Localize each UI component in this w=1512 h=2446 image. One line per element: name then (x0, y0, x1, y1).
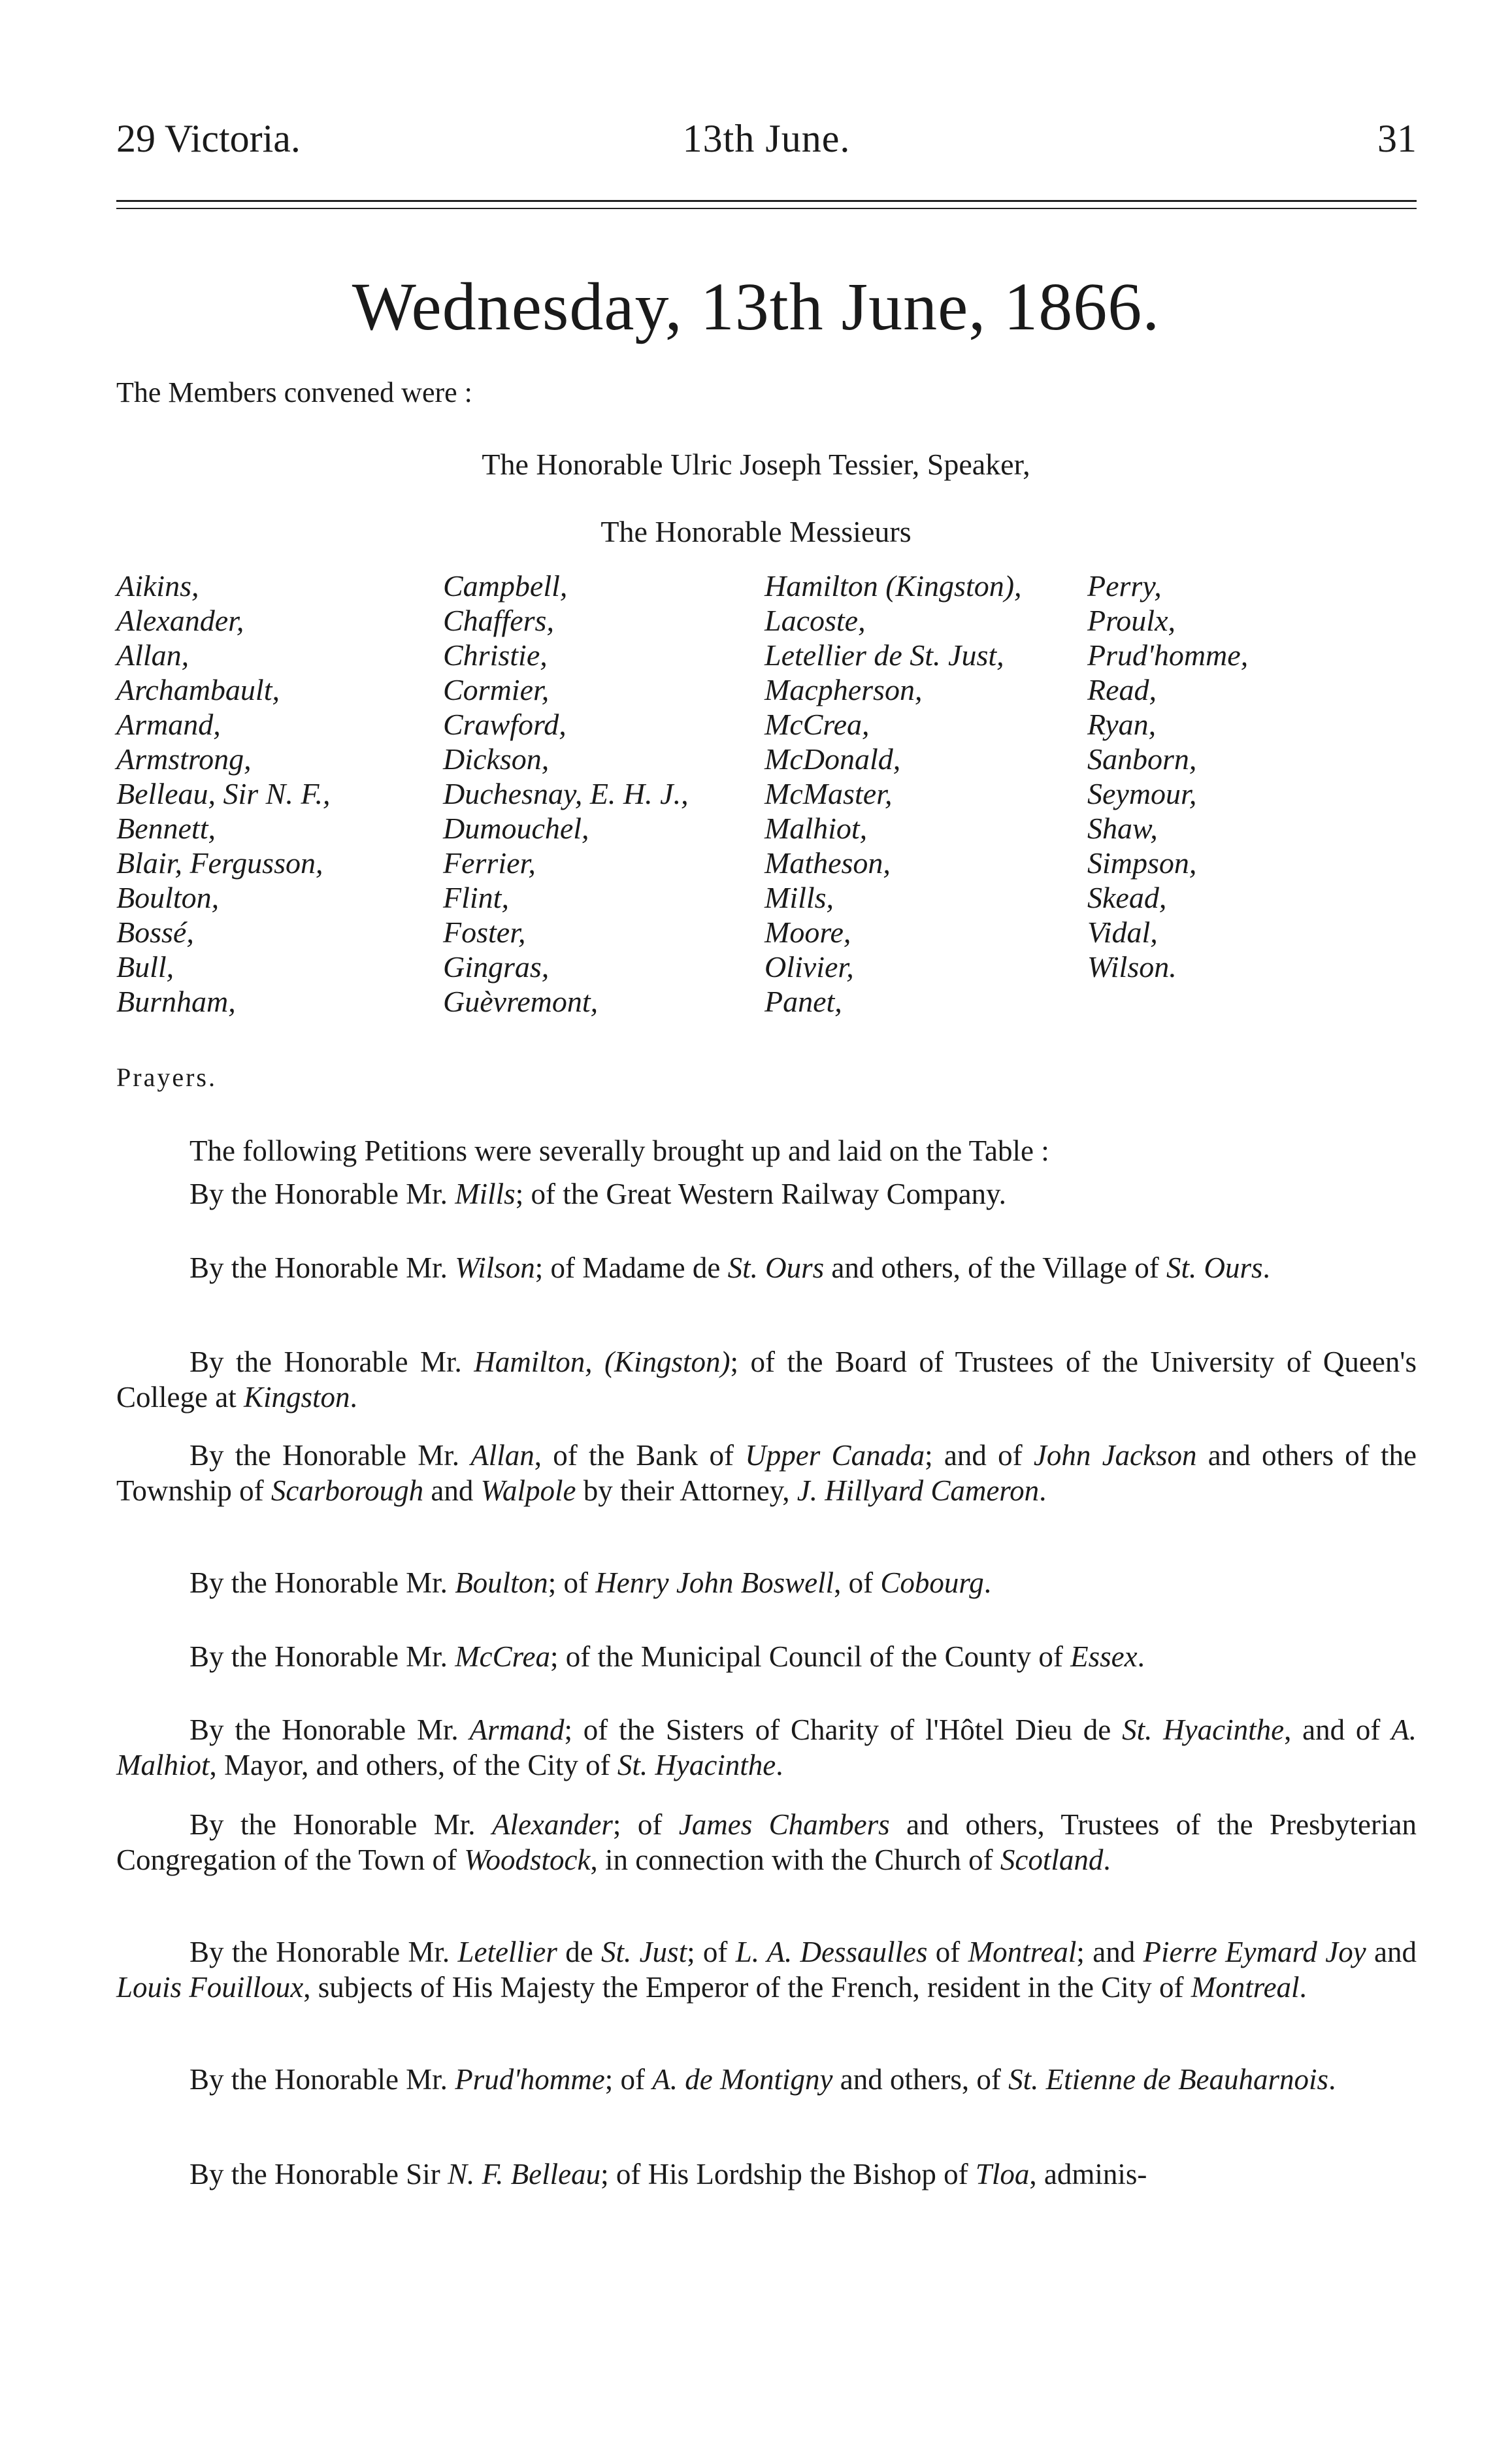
petition-text: ; of the Great Western Railway Company. (515, 1178, 1006, 1210)
petition-italic-name: Letellier (457, 1936, 557, 1968)
petition-italic-name: Wilson (455, 1251, 535, 1284)
petition-text: By the Honorable Mr. (189, 1251, 455, 1284)
petition-text: By the Honorable Mr. (189, 1439, 471, 1472)
member-name: Foster, (443, 916, 526, 949)
members-convened-label: The Members convened were : (116, 376, 472, 408)
petition-item (116, 2062, 1417, 2097)
member-name: Burnham, (116, 985, 236, 1018)
petition-text: and others, of (832, 2063, 1009, 2096)
petition-italic-name: Scotland (1000, 1843, 1104, 1876)
petition-text: ; of Madame de (534, 1251, 728, 1284)
member-name: Bossé, (116, 916, 194, 949)
petition-italic-name: Upper Canada (745, 1439, 925, 1472)
regnal-year: 29 Victoria. (116, 117, 301, 160)
member-name: Archambault, (116, 673, 280, 706)
member-name: Dickson, (443, 742, 550, 776)
member-name: Blair, Fergusson, (116, 846, 323, 880)
petition-italic-name: Armand (469, 1713, 565, 1746)
petition-text: By the Honorable Mr. (189, 1808, 492, 1841)
members-list (116, 569, 1417, 1039)
petition-item (116, 1176, 1417, 1212)
petition-italic-name: St. Ours (727, 1251, 825, 1284)
member-name: Duchesnay, E. H. J., (443, 777, 689, 810)
member-name: Crawford, (443, 708, 567, 741)
petition-italic-name: Allan (470, 1439, 534, 1472)
member-name: Bull, (116, 950, 174, 983)
member-name: Boulton, (116, 881, 220, 914)
member-name: Prud'homme, (1087, 638, 1249, 672)
member-name: Letellier de St. Just, (764, 638, 1004, 672)
sitting-date-heading: Wednesday, 13th June, 1866. (352, 269, 1160, 344)
petition-text: . (1103, 1843, 1111, 1876)
petition-italic-name: Scarborough (271, 1474, 424, 1507)
speaker-line: The Honorable Ulric Joseph Tessier, Speaker, (482, 448, 1030, 481)
member-name: Perry, (1087, 569, 1162, 603)
member-name: Guèvremont, (443, 985, 599, 1018)
member-name: Shaw, (1087, 812, 1158, 845)
member-name: Alexander, (116, 604, 244, 637)
petition-text: , adminis- (1029, 2158, 1147, 2190)
member-name: Lacoste, (764, 604, 866, 637)
member-name: Allan, (116, 638, 189, 672)
petition-text: , in connection with the Church of (590, 1843, 1000, 1876)
members-column-2 (443, 569, 689, 1019)
petition-text: By the Honorable Mr. (189, 1640, 455, 1673)
member-name: Flint, (443, 881, 509, 914)
petition-italic-name: Essex (1070, 1640, 1138, 1673)
petition-text: By the Honorable Sir (189, 2158, 448, 2190)
members-column-3 (764, 569, 1022, 1019)
petition-italic-name: J. Hillyard Cameron (797, 1474, 1040, 1507)
member-name: Campbell, (443, 569, 568, 603)
petition-text: ; of the Municipal Council of the County of (550, 1640, 1071, 1673)
petition-italic-name: N. F. Belleau (447, 2158, 601, 2190)
petition-italic-name: Hamilton, (Kingston) (474, 1346, 731, 1378)
petition-text: . (1137, 1640, 1145, 1673)
petition-item (116, 1344, 1417, 1415)
petition-text: By the Honorable Mr. (189, 1566, 455, 1599)
petition-text: By the Honorable Mr. (189, 1346, 474, 1378)
member-name: McDonald, (764, 742, 901, 776)
header-rule (116, 200, 1417, 202)
petition-text: ; of (612, 1808, 679, 1841)
member-name: Olivier, (764, 950, 854, 983)
petition-text: ; and of (925, 1439, 1034, 1472)
member-name: Proulx, (1087, 604, 1175, 637)
member-name: Macpherson, (764, 673, 923, 706)
petition-italic-name: St. Hyacinthe (617, 1749, 776, 1781)
petition-text: . (1262, 1251, 1270, 1284)
member-name: Simpson, (1087, 846, 1197, 880)
member-name: Sanborn, (1087, 742, 1197, 776)
petition-text: . (1299, 1971, 1307, 2004)
member-name: McCrea, (764, 708, 870, 741)
petition-text: , and of (1284, 1713, 1392, 1746)
petition-italic-name: St. Ours (1166, 1251, 1263, 1284)
members-column-1 (116, 569, 331, 1019)
petition-text: de (557, 1936, 602, 1968)
member-name: Belleau, Sir N. F., (116, 777, 331, 810)
petition-italic-name: Prud'homme (455, 2063, 605, 2096)
messieurs-line: The Honorable Messieurs (600, 515, 912, 548)
petition-item (116, 1639, 1417, 1674)
member-name: Christie, (443, 638, 548, 672)
member-name: Seymour, (1087, 777, 1197, 810)
member-name: Panet, (764, 985, 842, 1018)
petition-text: By the Honorable Mr. (189, 1713, 470, 1746)
petition-item (116, 2157, 1417, 2192)
petition-text: , subjects of His Majesty the Emperor of the French, resident in the City of (303, 1971, 1191, 2004)
petition-italic-name: Woodstock (464, 1843, 591, 1876)
member-name: Ryan, (1087, 708, 1157, 741)
member-name: Moore, (764, 916, 851, 949)
petition-text: ; of the Sisters of Charity of l'Hôtel Dieu de (564, 1713, 1123, 1746)
petition-item (116, 1934, 1417, 2005)
petition-text: ; and (1076, 1936, 1143, 1968)
petition-text: By the Honorable Mr. (189, 1178, 455, 1210)
prayers-heading: Prayers. (116, 1063, 217, 1092)
petition-italic-name: St. Hyacinthe (1122, 1713, 1285, 1746)
page-number: 31 (1377, 117, 1417, 160)
petition-italic-name: Louis Fouilloux (116, 1971, 304, 2004)
petition-text: and (1366, 1936, 1417, 1968)
petition-text: . (350, 1381, 357, 1413)
petition-italic-name: James Chambers (678, 1808, 890, 1841)
member-name: Malhiot, (764, 812, 868, 845)
petition-item (116, 1250, 1417, 1285)
petition-text: , of the Bank of (534, 1439, 746, 1472)
member-name: Gingras, (443, 950, 550, 983)
member-name: Wilson. (1087, 950, 1177, 983)
petition-italic-name: Walpole (480, 1474, 576, 1507)
petition-italic-name: Montreal (968, 1936, 1077, 1968)
petition-italic-name: Pierre Eymard Joy (1143, 1936, 1366, 1968)
petition-text: . (983, 1566, 991, 1599)
petition-text: and others, of the Village of (824, 1251, 1166, 1284)
petition-text: ; of (548, 1566, 596, 1599)
header-rule-second (116, 208, 1417, 209)
petition-text: by their Attorney, (576, 1474, 797, 1507)
petition-italic-name: John Jackson (1033, 1439, 1197, 1472)
member-name: Dumouchel, (443, 812, 589, 845)
member-name: Mills, (764, 881, 834, 914)
petition-text: and others of the Township of (116, 1439, 1417, 1507)
petition-text: ; of (687, 1936, 736, 1968)
petition-italic-name: Tloa (975, 2158, 1030, 2190)
petition-italic-name: A. Malhiot (116, 1713, 1417, 1781)
petition-italic-name: St. Etienne de Beauharnois (1008, 2063, 1329, 2096)
petition-italic-name: Boulton (455, 1566, 548, 1599)
member-name: Armand, (116, 708, 221, 741)
petition-text: , Mayor, and others, of the City of (209, 1749, 617, 1781)
petition-italic-name: A. de Montigny (652, 2063, 833, 2096)
member-name: Matheson, (764, 846, 891, 880)
petition-italic-name: St. Just (601, 1936, 687, 1968)
petition-text: , of (834, 1566, 881, 1599)
petition-italic-name: Henry John Boswell (595, 1566, 834, 1599)
petition-italic-name: Kingston (243, 1381, 350, 1413)
petition-text: of (927, 1936, 968, 1968)
petition-item (116, 1807, 1417, 1877)
member-name: Bennett, (116, 812, 216, 845)
member-name: Vidal, (1087, 916, 1158, 949)
member-name: Hamilton (Kingston), (764, 569, 1022, 603)
member-name: Skead, (1087, 881, 1167, 914)
petition-italic-name: Alexander (491, 1808, 613, 1841)
petition-text: . (1039, 1474, 1047, 1507)
petition-italic-name: Montreal (1191, 1971, 1300, 2004)
petition-text: ; of the Board of Trustees of the University of Queen's College at (116, 1346, 1417, 1413)
petition-item (116, 1565, 1417, 1600)
member-name: Chaffers, (443, 604, 554, 637)
petition-italic-name: Cobourg (880, 1566, 984, 1599)
petition-text: By the Honorable Mr. (189, 1936, 458, 1968)
petition-item (116, 1712, 1417, 1783)
member-name: Ferrier, (443, 846, 536, 880)
petition-italic-name: Mills (455, 1178, 516, 1210)
member-name: Read, (1087, 673, 1157, 706)
petition-text: . (776, 1749, 783, 1781)
petition-text: By the Honorable Mr. (189, 2063, 455, 2096)
member-name: Armstrong, (116, 742, 252, 776)
running-head (116, 116, 1417, 169)
petition-text: and others, Trustees of the Presbyterian Congregation of the Town of (116, 1808, 1417, 1876)
petition-text: and (423, 1474, 481, 1507)
petition-text: . (1328, 2063, 1336, 2096)
page-date: 13th June. (682, 117, 851, 160)
member-name: Aikins, (116, 569, 199, 603)
petitions-intro: The following Petitions were severally brought up and laid on the Table : (189, 1134, 1049, 1167)
petition-italic-name: McCrea (455, 1640, 550, 1673)
petition-italic-name: L. A. Dessaulles (735, 1936, 928, 1968)
petition-item (116, 1438, 1417, 1508)
members-column-4 (1087, 569, 1248, 984)
member-name: Cormier, (443, 673, 550, 706)
member-name: McMaster, (764, 777, 893, 810)
petition-text: ; of (604, 2063, 653, 2096)
petition-text: ; of His Lordship the Bishop of (600, 2158, 976, 2190)
